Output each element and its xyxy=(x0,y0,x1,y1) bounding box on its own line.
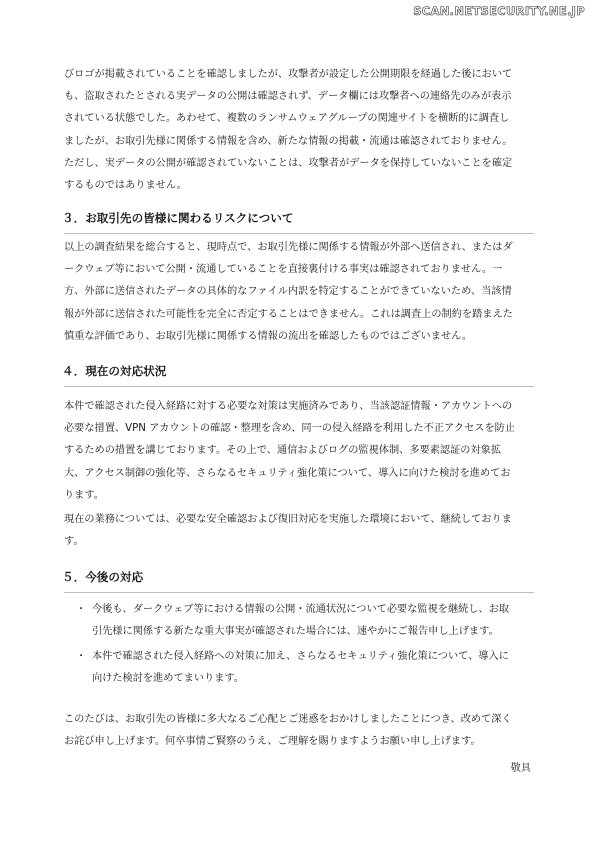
text-line: ただし、実データの公開が確認されていないことは、攻撃者がデータを保持していないことを確定 xyxy=(64,157,513,169)
text-line: 報が外部に送信された可能性を完全に否定することはできません。これは調査上の制約を踏まえた xyxy=(64,308,513,320)
text-line: 本件で確認された侵入経路に対する必要な対策は実施済みであり、当該認証情報・アカウントへの xyxy=(64,401,513,412)
text-line: するものではありません。 xyxy=(64,180,187,192)
text-line: このたびは、お取引先の皆様に多大なるご心配とご迷惑をおかけしましたことにつき、改めて深く xyxy=(64,714,512,725)
text-line: す。 xyxy=(64,536,84,548)
text-line: ましたが、お取引先様に関係する情報を含め、新たな情報の掲載・流通は確認されておりません。 xyxy=(64,135,513,147)
bullet-marker: ・ xyxy=(76,651,87,662)
text-line: お詫び申し上げます。何卒事情ご賢察のうえ、ご理解を賜りますようお願い申し上げます。 xyxy=(64,736,481,748)
section-4-paragraph-2 xyxy=(64,509,534,553)
apology-paragraph xyxy=(64,709,534,753)
text-line: 以上の調査結果を総合すると、現時点で、お取引先様に関係する情報が外部へ送信され、またはダ xyxy=(64,242,513,253)
text-line: ります。 xyxy=(64,489,104,501)
section-4-divider xyxy=(64,386,534,387)
bullet-item xyxy=(76,599,536,643)
bullet-item xyxy=(76,646,536,690)
section-4-heading: ４．現在の対応状況 xyxy=(62,364,167,378)
section-5-heading: ５．今後の対応 xyxy=(62,570,144,584)
text-line: 本件で確認された侵入経路への対策に加え、さらなるセキュリティ強化策について、導入に xyxy=(92,651,509,662)
bullet-marker: ・ xyxy=(76,604,87,615)
text-line: びロゴが掲載されていることを確認しましたが、攻撃者が設定した公開期限を経過した後において xyxy=(64,69,513,80)
watermark: SCAN.NETSECURITY.NE.JP xyxy=(413,4,585,18)
text-line: されている状態でした。あわせて、複数のランサムウェアグループの関連サイトを横断的に調査し xyxy=(64,113,510,125)
section-3-paragraph xyxy=(64,237,534,348)
text-line: 大、アクセス制御の強化等、さらなるセキュリティ強化策について、導入に向けた検討を進めてお xyxy=(64,467,511,479)
text-line: 引先様に関係する新たな重大事実が確認された場合には、速やかにご報告申し上げます。 xyxy=(92,626,499,638)
closing-salutation: 敬具 xyxy=(510,763,531,774)
text-line: するための措置を講じております。その上で、通信およびログの監視体制、多要素認証の対象拡 xyxy=(64,445,502,457)
intro-paragraph xyxy=(64,64,534,197)
section-5-divider xyxy=(64,592,534,593)
text-line: 必要な措置、VPN アカウントの確認・整理を含め、同一の侵入経路を利用した不正アクセスを防止 xyxy=(64,423,516,435)
section-4-paragraph-1 xyxy=(64,396,534,507)
text-line: 慎重な評価であり、お取引先様に関係する情報の流出を確認したものではございません。 xyxy=(64,330,473,342)
text-line: 今後も、ダークウェブ等における情報の公開・流通状況について必要な監視を継続し、お取 xyxy=(92,604,510,615)
text-line: 向けた検討を進めてまいります。 xyxy=(92,673,244,685)
text-line: 現在の業務については、必要な安全確認および復旧対応を実施した環境において、継続しておりま xyxy=(64,514,512,525)
text-line: ークウェブ等において公開・流通していることを直接裏付ける事実は確認されておりません。一 xyxy=(64,264,503,276)
section-3-divider xyxy=(64,233,534,234)
text-line: も、盗取されたとされる実データの公開は確認されず、データ欄には攻撃者への連絡先のみが表示 xyxy=(64,91,512,103)
text-line: 方、外部に送信されたデータの具体的なファイル内訳を特定することができていないため、当該情 xyxy=(64,286,512,298)
section-3-heading: ３．お取引先の皆様に関わるリスクについて xyxy=(62,211,294,225)
